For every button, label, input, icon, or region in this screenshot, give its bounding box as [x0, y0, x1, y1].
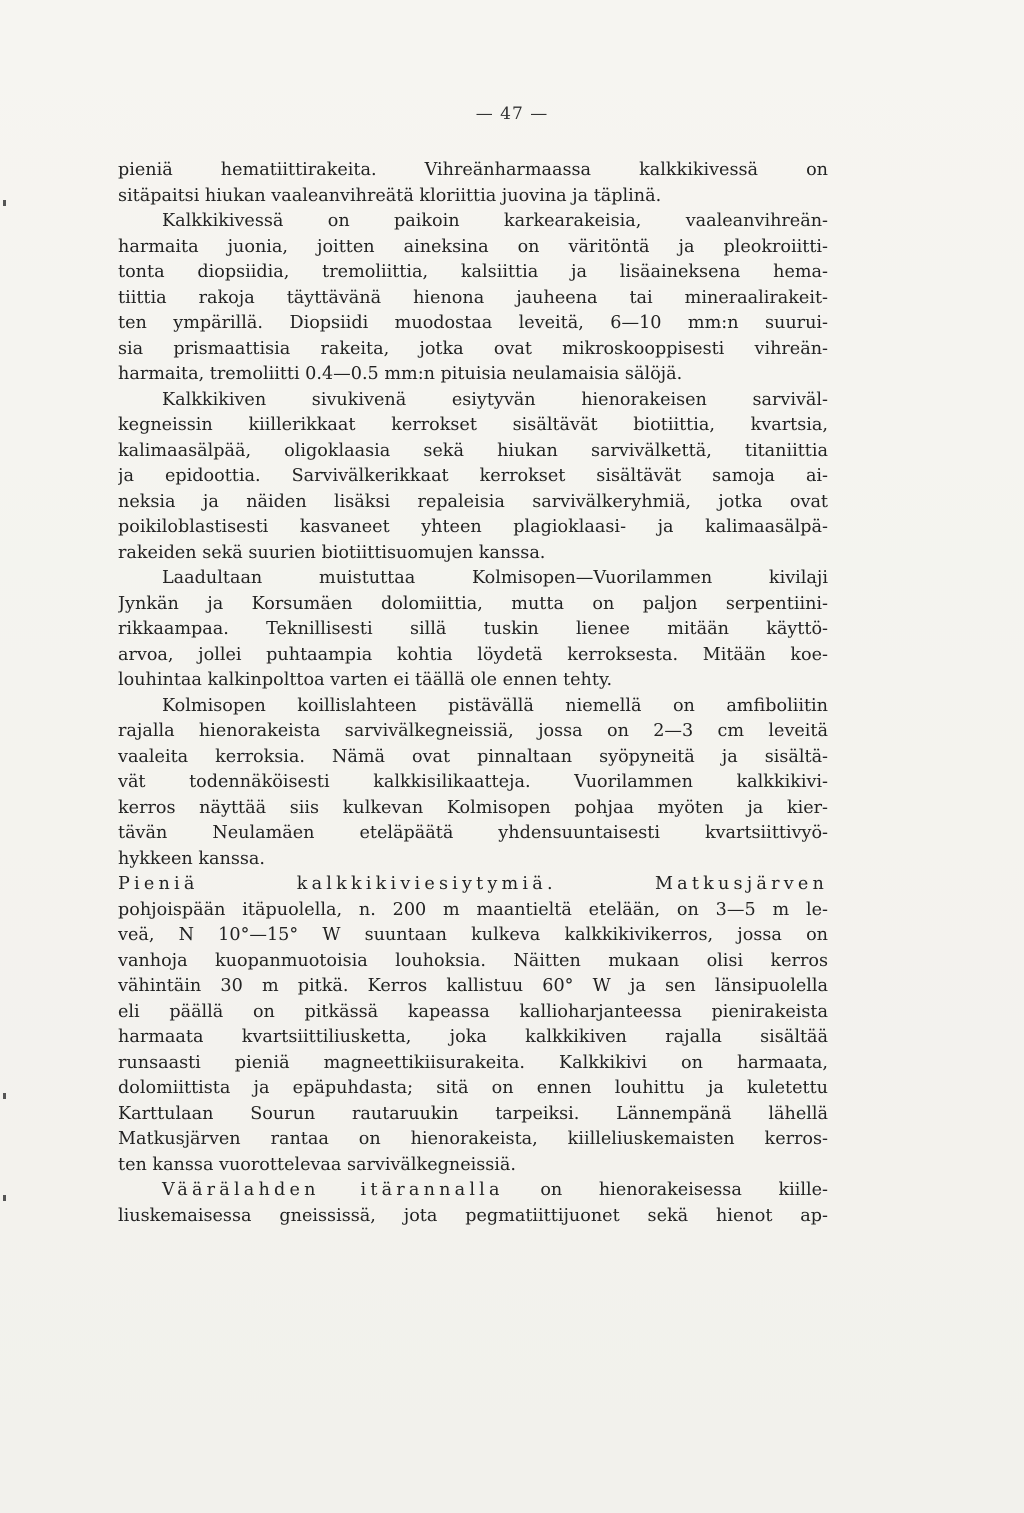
text-line [118, 1178, 828, 1204]
text-line: tonta diopsiidia, tremoliittia, kalsiittia ja lisäaineksena hema- [118, 262, 828, 282]
text-line: ten ympärillä. Diopsiidi muodostaa leveitä, 6—10 mm:n suurui- [118, 313, 828, 333]
spaced-place-name: Väärälahden itärannalla [162, 1180, 504, 1200]
text-line: Matkusjärven rantaa on hienorakeista, kiilleliuskemaisten kerros- [118, 1129, 828, 1149]
scan-edge-mark [3, 200, 6, 206]
text-line: eli päällä on pitkässä kapeassa kallioharjanteessa pienirakeista [118, 1001, 828, 1022]
page-number: — 47 — [475, 104, 549, 124]
text-line: harmaita juonia, joitten aineksina on väritöntä ja pleokroiitti- [118, 236, 828, 257]
text-line: kalimaasälpää, oligoklaasia sekä hiukan sarvivälkettä, titaniittia [118, 440, 828, 461]
text-line: kegneissin kiillerikkaat kerrokset sisältävät biotiittia, kvartsia, [118, 415, 828, 435]
text-line: liuskemaisessa gneississä, jota pegmatiittijuonet sekä hienot ap- [118, 1205, 828, 1226]
text-line: sia prismaattisia rakeita, jotka ovat mikroskooppisesti vihreän- [118, 338, 828, 359]
text-line: kerros näyttää siis kulkevan Kolmisopen pohjaa myöten ja kier- [118, 797, 828, 818]
text-line: runsaasti pieniä magneettikiisurakeita. Kalkkikivi on harmaata, [118, 1052, 828, 1073]
text-line: hykkeen kanssa. [118, 848, 265, 869]
text-line: Jynkän ja Korsumäen dolomiittia, mutta on paljon serpentiini- [118, 593, 828, 614]
text-line: rakeiden sekä suurien biotiittisuomujen kanssa. [118, 542, 546, 563]
text-line: veä, N 10°—15° W suuntaan kulkeva kalkkikivikerros, jossa on [118, 925, 828, 945]
text-line: Kolmisopen koillislahteen pistävällä niemellä on amfiboliitin [162, 695, 828, 716]
text-line: ja epidoottia. Sarvivälkerikkaat kerrokset sisältävät samoja ai- [118, 466, 828, 486]
text-line: Kalkkikivessä on paikoin karkearakeisia, vaaleanvihreän- [162, 211, 828, 231]
text-line: arvoa, jollei puhtaampia kohtia löydetä kerroksesta. Mitään koe- [118, 644, 828, 665]
text-line: Laadultaan muistuttaa Kolmisopen—Vuorilammen kivilaji [162, 568, 828, 588]
scan-edge-mark [3, 1093, 6, 1099]
text-line: vähintäin 30 m pitkä. Kerros kallistuu 60° W ja sen länsipuolella [118, 976, 828, 996]
text-line: pohjoispään itäpuolella, n. 200 m maantieltä etelään, on 3—5 m le- [118, 899, 828, 920]
text-line: neksia ja näiden lisäksi repaleisia sarvivälkeryhmiä, jotka ovat [118, 491, 828, 512]
text-line: harmaita, tremoliitti 0.4—0.5 mm:n pituisia neulamaisia sälöjä. [118, 364, 683, 384]
scan-edge-mark [3, 1195, 6, 1201]
text-line-spaced-heading: Pieniä kalkkikiviesiytymiä. Matkusjärven [118, 874, 828, 894]
text-line: dolomiittista ja epäpuhdasta; sitä on ennen louhittu ja kuletettu [118, 1078, 828, 1098]
text-line: vanhoja kuopanmuotoisia louhoksia. Näitten mukaan olisi kerros [118, 950, 828, 971]
text-line: rikkaampaa. Teknillisesti sillä tuskin lienee mitään käyttö- [118, 619, 828, 639]
text-line: harmaata kvartsiittiliusketta, joka kalkkikiven rajalla sisältää [118, 1027, 828, 1047]
text-line: sitäpaitsi hiukan vaaleanvihreätä kloriittia juovina ja täplinä. [118, 185, 662, 206]
text-line: vaaleita kerroksia. Nämä ovat pinnaltaan syöpyneitä ja sisältä- [118, 746, 828, 767]
text-line: louhintaa kalkinpolttoa varten ei täällä ole ennen tehty. [118, 670, 613, 690]
text-line: pieniä hematiittirakeita. Vihreänharmaassa kalkkikivessä on [118, 160, 828, 180]
text-line: poikiloblastisesti kasvaneet yhteen plagioklaasi- ja kalimaasälpä- [118, 517, 828, 537]
text-line: vät todennäköisesti kalkkisilikaatteja. Vuorilammen kalkkikivi- [118, 772, 828, 792]
text-line: rajalla hienorakeista sarvivälkegneissiä, jossa on 2—3 cm leveitä [118, 721, 828, 741]
text-line: tiittia rakoja täyttävänä hienona jauheena tai mineraalirakeit- [118, 287, 828, 308]
text-line: tävän Neulamäen eteläpäätä yhdensuuntaisesti kvartsiittivyö- [118, 823, 828, 843]
text-line: Karttulaan Sourun rautaruukin tarpeiksi. Lännempänä lähellä [118, 1103, 828, 1124]
text-line: Kalkkikiven sivukivenä esiytyvän hienorakeisen sarviväl- [162, 389, 828, 410]
body-text [118, 158, 828, 1229]
text-line: ten kanssa vuorottelevaa sarvivälkegneissiä. [118, 1154, 517, 1175]
text-line-rest: on hienorakeisessa kiille- [503, 1180, 828, 1200]
